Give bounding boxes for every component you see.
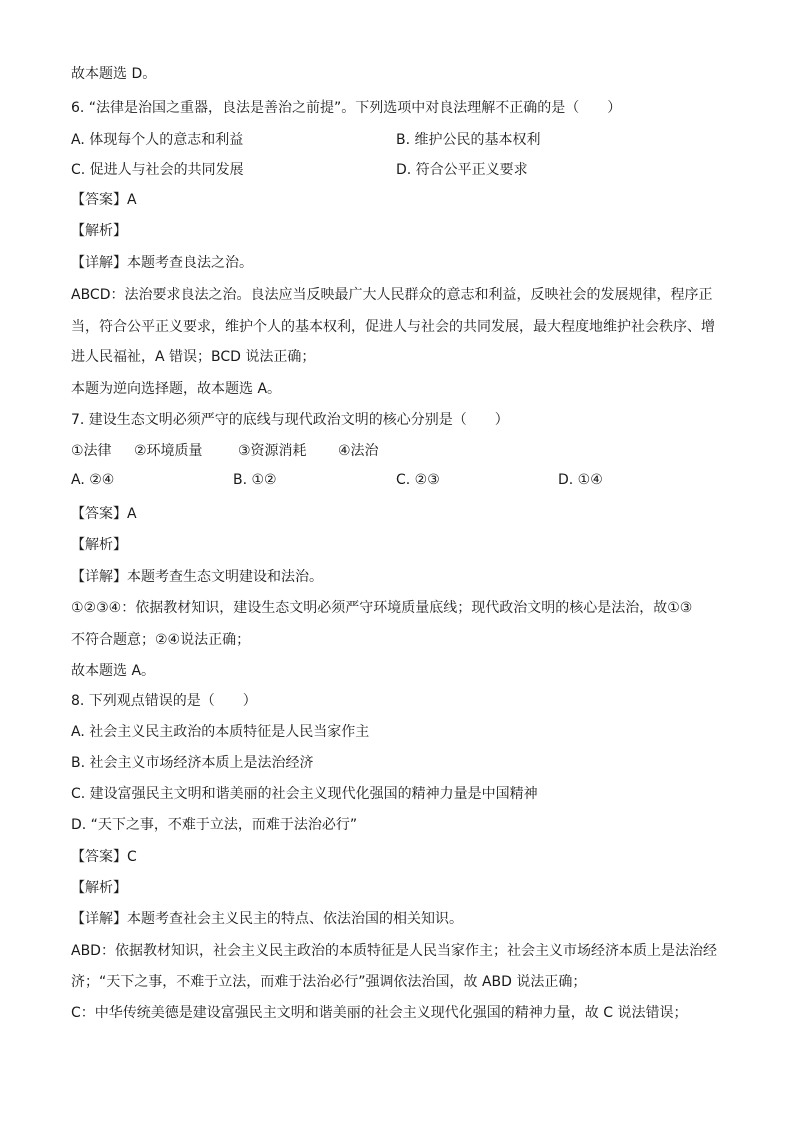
q7-option-a: A. ②④ <box>71 472 115 488</box>
q8-option-b: B. 社会主义市场经济本质上是法治经济 <box>71 755 314 771</box>
q8-analysis-label: 【解析】 <box>71 880 127 896</box>
q6-option-b: B. 维护公民的基本权利 <box>396 132 541 148</box>
q7-item-3: ③资源消耗 <box>238 443 307 459</box>
q8-explanation-line-2: 济；“天下之事，不难于立法，而难于法治必行”强调依法治国，故 ABD 说法正确； <box>71 974 587 990</box>
q6-option-c: C. 促进人与社会的共同发展 <box>71 162 244 178</box>
q6-explanation-line-1: ABCD：法治要求良法之治。良法应当反映最广大人民群众的意志和利益，反映社会的发展规律，程序正 <box>71 287 713 303</box>
q8-option-c: C. 建设富强民主文明和谐美丽的社会主义现代化强国的精神力量是中国精神 <box>71 786 538 802</box>
q7-explanation-line-1: ①②③④：依据教材知识，建设生态文明必须严守环境质量底线；现代政治文明的核心是法治，故①③ <box>71 600 693 616</box>
q6-explanation-line-2: 当，符合公平正义要求，维护个人的基本权利，促进人与社会的共同发展，最大程度地维护社会秩序、增 <box>71 319 715 335</box>
q6-option-d: D. 符合公平正义要求 <box>396 162 528 178</box>
q7-item-2: ②环境质量 <box>134 443 203 459</box>
q8-explanation-line-3: C：中华传统美德是建设富强民主文明和谐美丽的社会主义现代化强国的精神力量，故 C 说法错误； <box>71 1005 688 1021</box>
q6-option-a: A. 体现每个人的意志和利益 <box>71 132 244 148</box>
q6-analysis-label: 【解析】 <box>71 223 127 239</box>
q7-option-b: B. ①② <box>233 472 277 488</box>
q8-answer: 【答案】C <box>71 849 137 865</box>
q7-analysis-label: 【解析】 <box>71 537 127 553</box>
q8-option-a: A. 社会主义民主政治的本质特征是人民当家作主 <box>71 724 370 740</box>
q7-item-1: ①法律 <box>71 443 112 459</box>
q7-detail: 【详解】本题考查生态文明建设和法治。 <box>71 569 323 585</box>
previous-conclusion: 故本题选 D。 <box>71 66 157 82</box>
q7-explanation-line-2: 不符合题意；②④说法正确； <box>71 632 251 648</box>
q7-option-d: D. ①④ <box>558 472 603 488</box>
q7-answer: 【答案】A <box>71 506 137 522</box>
q8-explanation-line-1: ABD：依据教材知识，社会主义民主政治的本质特征是人民当家作主；社会主义市场经济本质上是法治经 <box>71 943 717 959</box>
q8-option-d: D. “天下之事，不难于立法，而难于法治必行” <box>71 817 358 833</box>
q8-detail: 【详解】本题考查社会主义民主的特点、依法治国的相关知识。 <box>71 911 463 927</box>
q7-item-4: ④法治 <box>338 443 379 459</box>
q7-option-c: C. ②③ <box>396 472 440 488</box>
q6-conclusion: 本题为逆向选择题，故本题选 A。 <box>71 381 282 397</box>
q6-detail: 【详解】本题考查良法之治。 <box>71 255 253 271</box>
q6-answer: 【答案】A <box>71 192 137 208</box>
q7-stem: 7. 建设生态文明必须严守的底线与现代政治文明的核心分别是（ ） <box>71 412 509 428</box>
q8-stem: 8. 下列观点错误的是（ ） <box>71 693 257 709</box>
q6-stem: 6. “法律是治国之重器，良法是善治之前提”。下列选项中对良法理解不正确的是（ ） <box>71 100 622 116</box>
q6-explanation-line-3: 进人民福祉，A 错误；BCD 说法正确； <box>71 349 316 365</box>
q7-conclusion: 故本题选 A。 <box>71 663 156 679</box>
